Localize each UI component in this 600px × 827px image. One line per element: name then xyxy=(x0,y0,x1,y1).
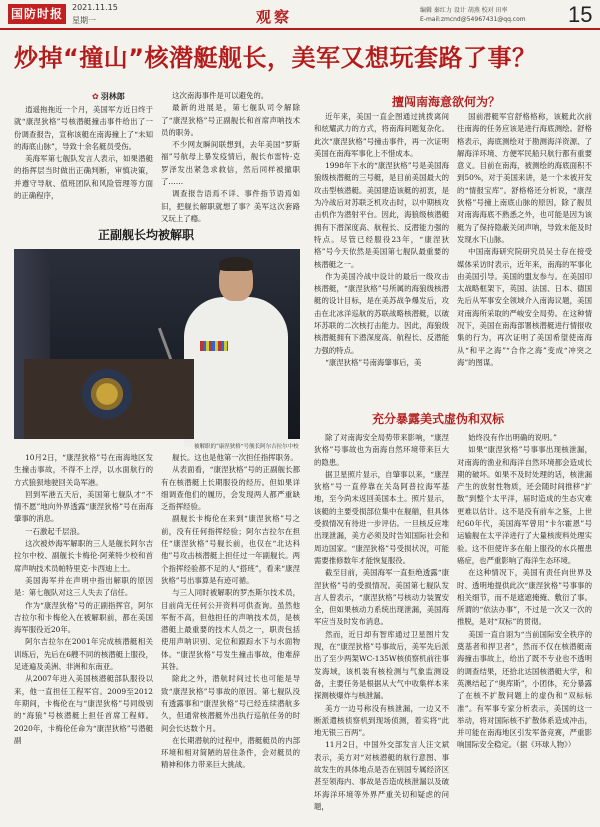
paragraph: 最新的进展是，第七舰队司令解除了“康涅狄格”号正副舰长和首席声呐技术员的职务。 xyxy=(161,103,300,137)
paragraph: “康涅狄格”号南海肇事后，美 xyxy=(325,357,422,367)
paragraph: 在长期潜航的过程中，潜艇艇员的内部环境和相对简陋的居住条件，会对艇员的精神和体力带来巨大挑战。 xyxy=(161,735,300,770)
paragraph: 从表面看，“康涅狄格”号的正副舰长都有在核潜艇上长期服役的经历。但如果详细调查他们的履历，会发现两人都严重缺乏指挥经验。 xyxy=(161,465,300,512)
paragraph: 舰长。这也是他第一次担任指挥职务。 xyxy=(172,453,298,462)
photo-caption: 被解职的“康涅狄格”号舰长阿尔吉拉尔中校 xyxy=(194,444,299,450)
author-name: 羽林郎 xyxy=(100,92,125,101)
column-3-top xyxy=(314,111,449,403)
paragraph: 然而，近日却有智库通过卫星图片发现，在“康涅狄格”号事故后，美军先后派出了至少两架WC-135W核侦察机前往事发海域，该机装有核检测与气象监测设备，主要任务是根据从大气中收集样本来探测核爆炸与核泄漏。 xyxy=(314,629,449,701)
section-title: 观察 xyxy=(256,8,293,26)
paragraph: 11月2日，中国外交部发言人汪文斌表示，美方对“对核潜艇的航行意图、事故发生的具体地点是否在别国专属经济区甚至领海内、事故是否造成核泄漏以及破坏海洋环境等外界严重关切和疑虑的问题， xyxy=(314,740,449,811)
paragraph: 美方一边号称没有核泄漏，一边又不断派遣核侦察机到现场侦测，着实将“此地无银三百两”。 xyxy=(314,703,449,738)
issue-date: 2021.11.15 xyxy=(72,3,118,12)
paragraph: 始终没有作出明确的说明。” xyxy=(468,433,557,442)
subhead-dismissed-commanders: 正副舰长均被解职 xyxy=(98,228,195,242)
column-2-top xyxy=(161,90,300,223)
newspaper-logo: 国防时报 xyxy=(8,4,66,24)
paragraph: 如果“康涅狄格”号事事出现核泄漏，对南海的渔业和海洋自然环境都会造成长期的破坏。如果不及时处理的话，核泄漏产生的放射性物质，还会随时间推移“扩散”到整个太平洋，届时造成的生态灾难更难以估计。这不是没有前车之鉴，上世纪60年代，美国海军曾用“卡尔霍恩”号运输舰在太平洋进行了大量核废料处理实验。这不但使许多在船上服役的水兵罹患癌症，也严重影响了海洋生态环境。 xyxy=(457,445,592,565)
navy-seal-emblem xyxy=(82,369,132,419)
paragraph: 除此之外，潜航时间过长也可能是导致“康涅狄格”号事故的原因。第七舰队没有透露事和“康涅狄格”号已经连续潜航多久，但通常核潜艇外出执行巡航任务的时间会长达数个月。 xyxy=(161,674,300,733)
paragraph: 这次被炒海军解职的三人是舰长阿尔吉拉尔中校、副舰长卡梅伦·阿莱特少校和首席声呐技术员帕特里克·卡西迪上士。 xyxy=(14,539,153,573)
paragraph: 阿尔吉拉尔在2001年完成核潜艇相关训练后，先后在6艘不同的核潜艇上服役，足迹遍及美洲、非洲和东南亚。 xyxy=(14,637,153,672)
photo-figure-uniform xyxy=(184,297,288,447)
contact-email: E-mail:zmcnd@54967431@qq.com xyxy=(420,16,526,23)
paragraph: 这次南海事件是可以避免的。 xyxy=(172,91,269,100)
column-3-bottom xyxy=(314,432,449,822)
paragraph: 除了对南海安全局势带来影响，“康涅狄格”号事故也为南海自然环境带来巨大的隐患。 xyxy=(314,433,449,467)
paragraph: 回到军港五天后，美国第七舰队才“不情不愿”地向外界透露“康涅狄格”号在南海肇事的消息。 xyxy=(14,489,153,524)
paragraph: 美海军第七舰队发言人表示，如果潜艇的指挥层当时做出正确判断，审慎决策，并遵守导航、值班团队和风险管理等方面的正确程序， xyxy=(14,154,153,201)
commander-photo xyxy=(14,249,300,439)
column-2-bottom xyxy=(161,452,300,822)
column-1-top xyxy=(14,104,153,218)
microphone-icon xyxy=(158,328,173,363)
article-headline: 炒掉“撞山”核潜艇舰长，美军又想玩套路了事？ xyxy=(14,44,537,72)
paragraph: 逍遥拖拖近一个月，美国军方近日终于就“康涅狄格”号核潜艇撞击事件给出了一份调查报告，宣称该艇在南海撞上了“未知的海底山脉”，导致十余名艇员受伤。 xyxy=(14,105,153,151)
subhead-why-intrude: 擅闯南海意欲何为？ xyxy=(392,95,501,109)
subhead-hypocrisy: 充分暴露美式虚伪和双标 xyxy=(372,412,505,426)
ribbon-badge-icon xyxy=(200,341,228,351)
paragraph: 国前潜艇军官舒格格称，该艇此次前往南海的任务应该是进行海底测绘。舒格格表示，海底测绘对于勘测海洋资源、了解海洋环境、方便军民船只航行都有重要意义。目前在南海，被测绘的海底面积不到50%，对于美国来讲，是一个未被开发的“情报宝库”。舒格格还分析说，“康涅狄格”号撞上南底山脉的原因，除了舰员对南海海底不熟悉之外，也可能是因为该艇为了保持隐蔽关闭声呐，导致未能及时发现水下山脉。 xyxy=(457,112,592,244)
column-4-top xyxy=(457,111,592,403)
paragraph: 从2007年进入美国核潜艇部队服役以来，他一直担任工程军官。2009至2012年期间，卡梅伦在与“康涅狄格”号同级别的“海狼”号核潜艇上担任首席工程师。2020年，卡梅伦任命为“康涅狄格”号潜艇副 xyxy=(14,674,153,745)
paragraph: 一石激起千层浪。 xyxy=(25,526,85,536)
paragraph: 截至目前，美国海军一直拒绝透露“康涅狄格”号的受损情况。美国第七舰队发言人曾表示，“康涅狄格”号核动力装置安全，但如果核动力系统出现泄漏，美国海军应当及时发布消息。 xyxy=(314,568,449,627)
paragraph: 近年来，美国一直企图通过挑拨离间和炫耀武力的方式，将南海问题复杂化。此次“康涅狄格”号撞击事件，再一次证明美国在南海军事化上不惜成本。 xyxy=(314,112,449,158)
paragraph: 与三人同时被解职的罗杰斯尔技术员，目前尚无任何公开资料可供查询。虽然他军衔不高，但他担任的声呐技术员，是核潜艇上最重要的技术人员之一，职责包括使用声呐识别、定位和跟踪水下与水面物体。“康涅狄格”号发生撞击事故，他难辞其咎。 xyxy=(161,588,300,672)
byline xyxy=(92,91,125,102)
paragraph: 副舰长卡梅伦在来到“康涅狄格”号之前，没有任何指挥经验；阿尔吉拉尔在担任“康涅狄格”号舰长前，也仅在“北达科他”号攻击核潜艇上担任过一年副舰长。两个指挥经验都不足的人“搭班”，看来“康涅狄格”号出事算是有迹可循。 xyxy=(161,514,300,585)
byline-marker-icon: ✿ xyxy=(92,92,99,101)
photo-figure-hair xyxy=(219,257,253,271)
paragraph: 美国海军并在声明中指出解职的原因是：第七舰队对这三人失去了信任。 xyxy=(14,575,153,598)
paragraph: 在这种情况下，美国有责任向世界及时、透明地提供此次“康涅狄格”号事事的相关细节，而不是遮遮掩掩、敷衍了事。所谓的“依法办事”，不过是一次又一次的推脱，是对“双标”的贯彻。 xyxy=(457,568,592,627)
paragraph: 作为“康涅狄格”号的正副指挥官，阿尔吉拉尔和卡梅伦入在被解职前，都在美国海军服役近20年。 xyxy=(14,600,153,635)
paragraph: 10月2日，“康涅狄格”号在南海地区发生撞击事故，不得不上浮，以水面航行的方式狼狈地驶回关岛军港。 xyxy=(14,453,153,487)
paragraph: 据卫星照片显示，自肇事以来，“康涅狄格”号一直停靠在关岛阿普拉海军基地，至今尚未返回美国本土。照片显示，该艇的主要受损部位集中在舰艏，但具体受损情况有待进一步评估。一旦核反应堆出现泄漏，美方必须及时告知国际社会和周边国家。“康涅狄格”号受损状况，可能需要推修数年才能恢复服役。 xyxy=(314,469,449,565)
editor-credits: 编辑 秦红力 设计 胡燕 校对 田率 xyxy=(420,7,508,14)
paragraph: 不少网友瞬间联想到，去年美国“罗斯福”号航母上暴发疫情后，舰长布雷特·克罗泽发出紧急求救信，然后同样被撤职了…… xyxy=(161,140,300,187)
column-4-bottom xyxy=(457,432,592,822)
page-number: 15 xyxy=(568,2,593,27)
paragraph: 调查报告语焉不详、事件指节语焉如旧，把舰长解职就想了事？美军这次套路又玩上了瘾。 xyxy=(161,189,300,223)
paragraph: 1998年下水的“康涅狄格”号是美国海狼级核潜艇的三号艇，是目前美国最大的攻击型核潜艇。美国建造该艇的初衷，是为冷战后对苏联乏机攻击时，以中期核攻击机作为潜射平台。因此，海狼级核潜艇拥有下潜深度高、航程长、反潜能力强的特点。尽管已经服役23年，“康涅狄格”号今天依然是美国第七舰队最重要的核潜艇之一。 xyxy=(314,161,449,269)
masthead xyxy=(0,0,600,30)
column-1-bottom xyxy=(14,452,153,822)
paragraph: 中国南海研究院研究员吴士存在接受媒体采访时表示，近年来，南海的军事化由美国引导。美国的盟友参与。在美国印太战略框架下，英国、法国、日本、德国先后从军事安全领域介入南海议题，美国对南海所采取的严峻安全局势。在这种情况下，美国在南海部署核潜艇进行情报收集的行为，再次证明了美国希望使南海从“和平之海”“合作之海”变成“冲突之海”的图谋。 xyxy=(457,247,592,367)
issue-weekday: 星期一 xyxy=(72,16,96,25)
paragraph: 美国一直自诩为“当前国际安全秩序的奠基者和捍卫者”，然而不仅在核潜艇南海撞击事故上，给出了既不专业也不透明的调查结果，还拾北达国核潜艇大学，和英澳结起了“奥库斯”，小团体，充分暴露了在核不扩散问题上的虚伪和“双标标准”。有军事专家分析表示，美国的这一举动，将对国际核不扩散体系造成冲击，并可能在南海地区引发军备竞赛，严重影响国际安全稳定。（据《环球人物》） xyxy=(457,629,592,750)
paragraph: 作为美国冷战中设计的最后一级攻击核潜艇，“康涅狄格”号所属的海狼级核潜艇的设计目标，是在美苏战争爆发后，攻击在北冰洋巡航的苏联战略核潜艇，以破坏苏联的二次核打击能力。因此，海狼级核潜艇拥有下潜深度高、航程长、反潜能力强的特点。 xyxy=(314,271,449,355)
